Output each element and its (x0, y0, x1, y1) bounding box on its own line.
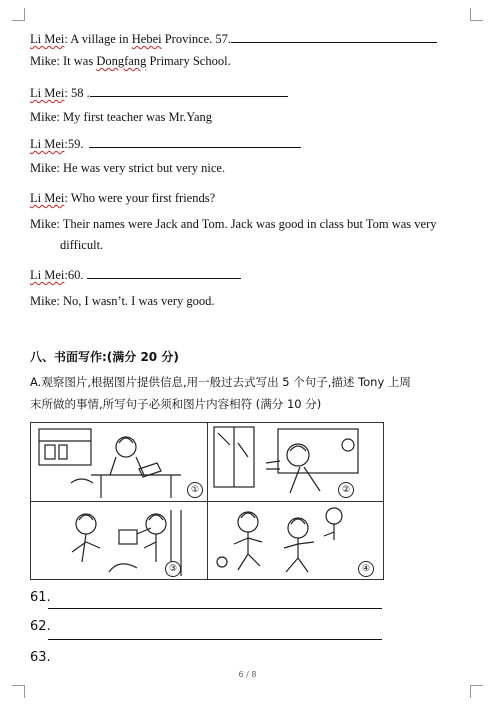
picture-number-2: ② (338, 482, 354, 498)
question-number: 60. (67, 268, 87, 282)
answer-blank-59[interactable] (89, 137, 301, 148)
instruction-line-2: 末所做的事情,所写句子必须和图片内容相符 (满分 10 分) (30, 397, 322, 411)
picture-panel-2 (208, 423, 383, 500)
speaker: Mike (30, 110, 57, 124)
speaker: Li Mei (30, 268, 65, 282)
answer-line-61[interactable] (48, 608, 382, 609)
section-title: 八、书面写作:(满分 20 分) (30, 350, 179, 364)
speaker: Li Mei (30, 32, 65, 46)
dialogue-line-8: Mike: Their names were Jack and Tom. Jack was good in class but Tom was very (30, 217, 437, 231)
boy-reading-at-desk-icon (31, 423, 206, 500)
dialogue-line-2: Mike: It was Dongfang Primary School. (30, 54, 231, 68)
speaker: Mike (30, 294, 57, 308)
speaker: Mike (30, 217, 57, 231)
picture-panel-3 (31, 502, 206, 579)
picture-number-4: ④ (358, 561, 374, 577)
answer-blank-57[interactable] (231, 32, 437, 43)
speaker: Li Mei (30, 137, 65, 151)
question-number: 58 . (70, 86, 90, 100)
picture-panel-4 (208, 502, 383, 579)
dialogue-line-1: Li Mei: A village in Hebei Province. 57. (30, 32, 437, 47)
answer-blank-60[interactable] (87, 268, 241, 279)
speaker: Mike (30, 161, 57, 175)
dialogue-line-7: Li Mei: Who were your first friends? (30, 191, 216, 205)
crop-mark-bottom-left (12, 685, 25, 698)
crop-mark-bottom-right (470, 685, 483, 698)
picture-number-1: ① (187, 482, 203, 498)
crop-mark-top-left (12, 8, 25, 21)
dialogue-line-8-cont: difficult. (60, 238, 104, 252)
answer-label-62: 62. (30, 619, 51, 634)
speaker: Mike (30, 54, 57, 68)
answer-blank-58[interactable] (90, 86, 288, 97)
boy-cleaning-window-icon (208, 423, 383, 500)
picture-panel-1 (31, 423, 206, 500)
instruction-line-1: A.观察图片,根据图片提供信息,用一般过去式写出 5 个句子,描述 Tony 上周 (30, 375, 411, 389)
dialogue-line-3: Li Mei: 58 . (30, 86, 288, 101)
speaker: Li Mei (30, 86, 65, 100)
question-number: 59. (67, 137, 84, 151)
dialogue-line-10: Mike: No, I wasn’t. I was very good. (30, 294, 215, 308)
answer-label-63: 63. (30, 650, 51, 665)
crop-mark-top-right (470, 8, 483, 21)
picture-grid (30, 422, 384, 580)
dialogue-line-4: Mike: My first teacher was Mr.Yang (30, 110, 213, 124)
dialogue-line-5: Li Mei:59. (30, 137, 301, 152)
answer-label-61: 61. (30, 590, 51, 605)
question-number: 57. (215, 32, 232, 46)
speaker: Li Mei (30, 191, 65, 205)
answer-line-62[interactable] (48, 639, 382, 640)
dialogue-line-6: Mike: He was very strict but very nice. (30, 161, 226, 175)
boys-playing-football-icon (208, 502, 383, 579)
page-number: 6 / 8 (238, 670, 257, 679)
picture-number-3: ③ (165, 561, 181, 577)
dialogue-line-9: Li Mei:60. (30, 268, 241, 283)
